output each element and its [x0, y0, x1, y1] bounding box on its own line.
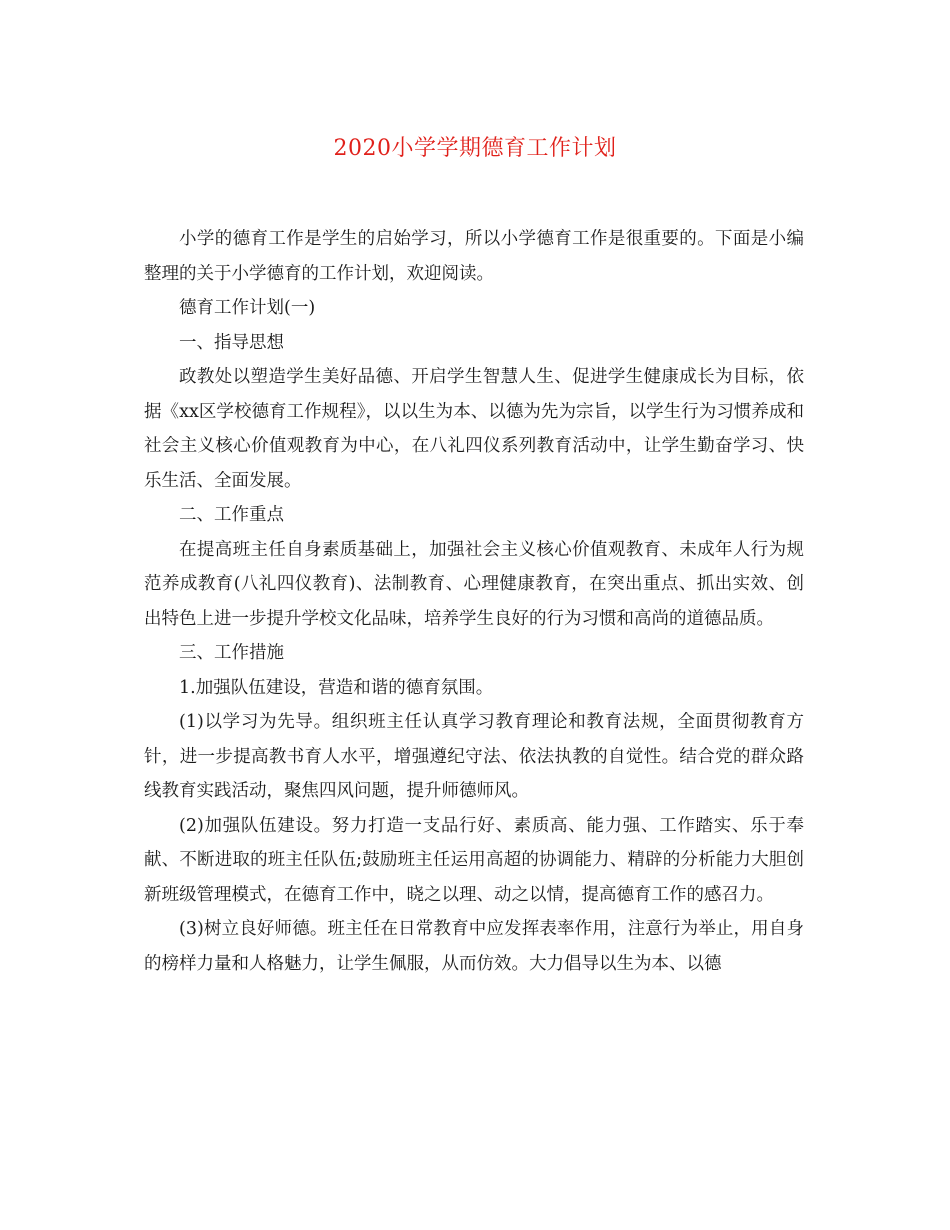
plan-heading: 德育工作计划(一) [179, 298, 316, 318]
paragraph-measure-3: (3)树立良好师德。班主任在日常教育中应发挥表率作用，注意行为举止，用自身的榜样力量和人格魅力，让学生佩服，从而仿效。大力倡导以生为本、以德 [144, 919, 804, 974]
subheading-team-building: 1.加强队伍建设，营造和谐的德育氛围。 [179, 677, 494, 698]
paragraph-guiding-thought: 政教处以塑造学生美好品德、开启学生智慧人生、促进学生健康成长为目标，依据《xx区学校德育工作规程》，以以生为本、以德为先为宗旨，以学生行为习惯养成和社会主义核心价值观教育为中心，在八礼四仪系列教育活动中，让学生勤奋学习、快乐生活、全面发展。 [144, 367, 804, 491]
section-heading-work-focus: 二、工作重点 [179, 505, 284, 525]
intro-paragraph: 小学的德育工作是学生的启始学习，所以小学德育工作是很重要的。下面是小编整理的关于小学德育的工作计划，欢迎阅读。 [144, 229, 804, 284]
document-body [144, 222, 804, 981]
section-heading-work-measures: 三、工作措施 [179, 643, 284, 663]
section-heading-guiding-thought: 一、指导思想 [179, 332, 284, 353]
paragraph-work-focus: 在提高班主任自身素质基础上，加强社会主义核心价值观教育、未成年人行为规范养成教育(八礼四仪教育)、法制教育、心理健康教育，在突出重点、抓出实效、创出特色上进一步提升学校文化品味，培养学生良好的行为习惯和高尚的道德品质。 [144, 539, 804, 629]
paragraph-measure-1: (1)以学习为先导。组织班主任认真学习教育理论和教育法规，全面贯彻教育方针，进一步提高教书育人水平，增强遵纪守法、依法执教的自觉性。结合党的群众路线教育实践活动，聚焦四风问题，提升师德师风。 [144, 712, 804, 801]
document-title: 2020小学学期德育工作计划 [333, 136, 617, 161]
paragraph-measure-2: (2)加强队伍建设。努力打造一支品行好、素质高、能力强、工作踏实、乐于奉献、不断进取的班主任队伍;鼓励班主任运用高超的协调能力、精辟的分析能力大胆创新班级管理模式，在德育工作中，晓之以理、动之以情，提高德育工作的感召力。 [144, 815, 804, 905]
